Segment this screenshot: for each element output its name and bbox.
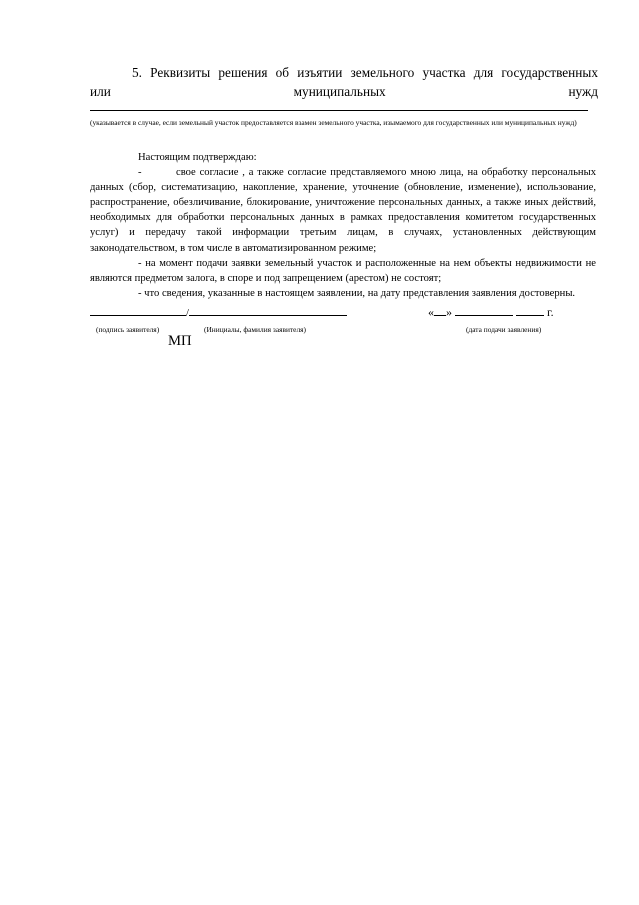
confirmation-item-no-encumbrance: - на момент подачи заявки земельный участок и расположенные на нем объекты недвижимости не являются предметом залога, в споре и под запрещением (арестом) не состоят; — [90, 257, 596, 284]
confirmation-intro: Настоящим подтверждаю: — [138, 152, 257, 163]
initials-blank[interactable] — [189, 304, 347, 316]
list-dash: - — [138, 167, 142, 179]
close-quote: » — [446, 305, 452, 319]
signature-blank[interactable] — [90, 304, 186, 316]
heading-word-needs: нужд — [568, 84, 598, 99]
confirmation-item-consent — [90, 165, 596, 256]
caption-date: (дата подачи заявления) — [466, 325, 542, 334]
caption-signature: (подпись заявителя) — [96, 325, 160, 334]
year-suffix: г. — [547, 305, 554, 319]
consent-text: свое согласие , а также согласие представляемого мною лица, на обработку персональных данных (сбор, систематизацию, накопление, хранение, уточнение (обновление, изменение), использование, распространение, обезличивание, блокирование, уничтожение персональных данных, а также иных действий, необходимых для обработки персональных данных в рамках предоставления комитетом государственных услуг) и передачу такой информации третьим лицам, в случаях, установленных действующим законодательством, в том числе в автоматизированном режиме; — [90, 167, 596, 254]
year-blank[interactable] — [516, 304, 544, 316]
heading-word-municipal: муниципальных — [293, 84, 386, 99]
decision-details-line — [90, 110, 588, 111]
heading-line-2 — [90, 82, 598, 101]
month-blank[interactable] — [455, 304, 513, 316]
signature-slash: / — [186, 308, 189, 319]
date-fields — [428, 304, 554, 319]
heading-line-1: 5. Реквизиты решения об изъятии земельного участка для государственных — [132, 65, 598, 80]
open-quote: « — [428, 305, 434, 319]
day-blank[interactable] — [434, 304, 446, 316]
signature-fields — [90, 304, 347, 321]
heading-word-or: или — [90, 84, 111, 99]
caption-initials: (Инициалы, фамилия заявителя) — [204, 325, 307, 334]
confirmation-item-accuracy: - что сведения, указанные в настоящем заявлении, на дату представления заявления достоверны. — [138, 287, 576, 299]
confirmation-block — [90, 150, 596, 301]
section-heading — [90, 63, 598, 101]
field-hint-note: (указывается в случае, если земельный участок предоставляется взамен земельного участка, изымаемого для государственных или муниципальных нужд) — [90, 118, 577, 127]
stamp-placeholder: МП — [168, 333, 192, 349]
